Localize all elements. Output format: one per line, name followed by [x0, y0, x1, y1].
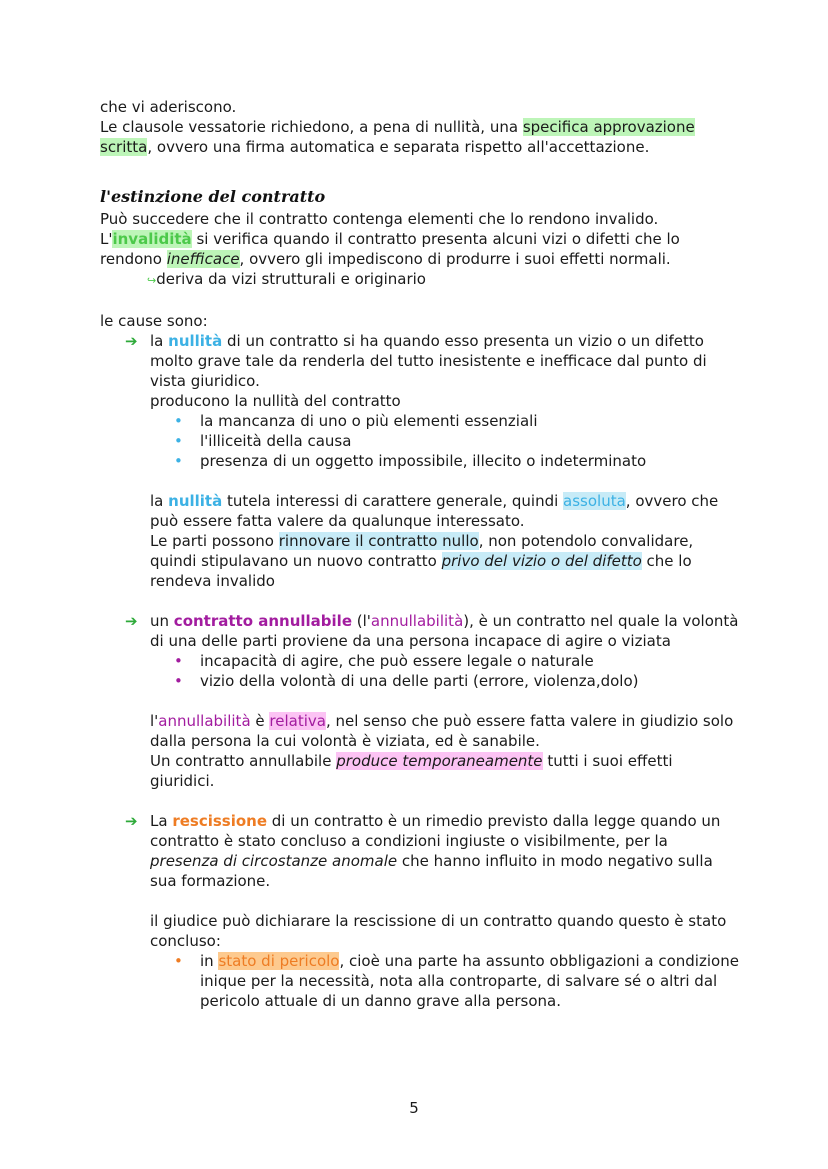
nullita-definition: la nullità di un contratto si ha quando esso presenta un vizio o un difetto molto grave tale da renderla del tutto inesistente e inefficace dal punto di vista giuridico. [150, 332, 707, 390]
annullabile-bullets [100, 651, 740, 691]
italic-circostanze-anomale: presenza di circostanze anomale [150, 852, 398, 870]
section-paragraph-1: Può succedere che il contratto contenga elementi che lo rendono invalido. [100, 210, 659, 228]
sub-note: ↪deriva da vizi strutturali e originario [147, 270, 426, 288]
list-item: • incapacità di agire, che può essere legale o naturale [174, 652, 594, 670]
highlight-specifica-approvazione: specifica approvazione scritta [100, 118, 695, 156]
annullabile-paragraph-3: Un contratto annullabile produce temporaneamente tutti i suoi effetti giuridici. [150, 752, 673, 790]
bullet-icon: • [174, 652, 183, 670]
term-annullabilita: annullabilità [370, 612, 464, 630]
highlight-rinnovare: rinnovare il contratto nullo [278, 532, 479, 550]
bullet-icon: • [174, 432, 183, 450]
term-nullita: nullità [168, 332, 223, 350]
arrow-right-icon: ➔ [125, 332, 138, 350]
list-item: • presenza di un oggetto impossibile, illecito o indeterminato [174, 452, 647, 470]
bullet-icon: • [174, 672, 183, 690]
highlight-stato-di-pericolo: stato di pericolo [218, 952, 340, 970]
intro-paragraph: Le clausole vessatorie richiedono, a pena di nullità, una specifica approvazione scritta, ovvero una firma automatica e separata rispetto all'accettazione. [100, 118, 695, 156]
term-annullabilita: annullabilità [158, 712, 251, 730]
intro-line: che vi aderiscono. [100, 98, 237, 116]
highlight-assoluta: assoluta [563, 492, 626, 510]
nullita-details [100, 491, 740, 591]
list-item: • vizio della volontà di una delle parti (errore, violenza,dolo) [174, 672, 639, 690]
nullita-paragraph-2: la nullità tutela interessi di carattere generale, quindi assoluta, ovvero che può essere fatta valere da qualunque interessato. [150, 492, 719, 530]
term-nullita: nullità [168, 492, 223, 510]
list-item: • in stato di pericolo, cioè una parte ha assunto obbligazioni a condizione inique per la necessità, nota alla controparte, di salvare sé o altri dal pericolo attuale di un danno grave alla persona. [174, 952, 739, 1010]
nullita-producono: producono la nullità del contratto [150, 392, 401, 410]
annullabile-details [100, 711, 740, 791]
rescissione-paragraph-2: il giudice può dichiarare la rescissione di un contratto quando questo è stato concluso: [150, 912, 727, 950]
bullet-icon: • [174, 952, 183, 970]
annullabile-paragraph-2: l'annullabilità è relativa, nel senso che può essere fatta valere in giudizio solo dalla persona la cui volontà è viziata, ed è sanabile. [150, 712, 734, 750]
section-heading: l'estinzione del contratto [100, 187, 326, 206]
highlight-relativa: relativa [269, 712, 326, 730]
bullet-icon: • [174, 452, 183, 470]
term-rescissione: rescissione [172, 812, 268, 830]
term-contratto-annullabile: contratto annullabile [173, 612, 352, 630]
list-item-annullabile [100, 611, 740, 651]
rescissione-definition: La rescissione di un contratto è un rimedio previsto dalla legge quando un contratto è stato concluso a condizioni ingiuste o visibilmente, per la presenza di circostanze anomale che hanno influito in modo negativo sulla sua formazione. [150, 812, 721, 890]
term-invalidita: invalidità [112, 230, 192, 248]
page-number: 5 [409, 1099, 419, 1117]
page-content [100, 97, 740, 1011]
highlight-privo-del-vizio: privo del vizio o del difetto [441, 552, 642, 570]
rescissione-bullets [100, 951, 740, 1011]
causes-intro: le cause sono: [100, 312, 208, 330]
list-item-rescissione [100, 811, 740, 951]
list-item: • l'illiceità della causa [174, 432, 352, 450]
list-item: • la mancanza di uno o più elementi essenziali [174, 412, 538, 430]
highlight-produce-temporaneamente: produce temporaneamente [336, 752, 543, 770]
arrow-right-icon: ➔ [125, 812, 138, 830]
arrow-right-icon: ➔ [125, 612, 138, 630]
annullabile-definition: un contratto annullabile (l'annullabilità), è un contratto nel quale la volontà di una delle parti proviene da una persona incapace di agire o viziata [150, 612, 739, 650]
nullita-paragraph-3: Le parti possono rinnovare il contratto nullo, non potendolo convalidare, quindi stipulavano un nuovo contratto privo del vizio o del difetto che lo rendeva invalido [150, 532, 694, 590]
section-paragraph-2: L'invalidità si verifica quando il contratto presenta alcuni vizi o difetti che lo rendono inefficace, ovvero gli impediscono di produrre i suoi effetti normali. [100, 230, 680, 268]
nullita-bullets [100, 411, 740, 471]
bullet-icon: • [174, 412, 183, 430]
hook-arrow-icon: ↪ [147, 274, 157, 287]
highlight-inefficace: inefficace [166, 250, 240, 268]
list-item-nullita [100, 331, 740, 411]
